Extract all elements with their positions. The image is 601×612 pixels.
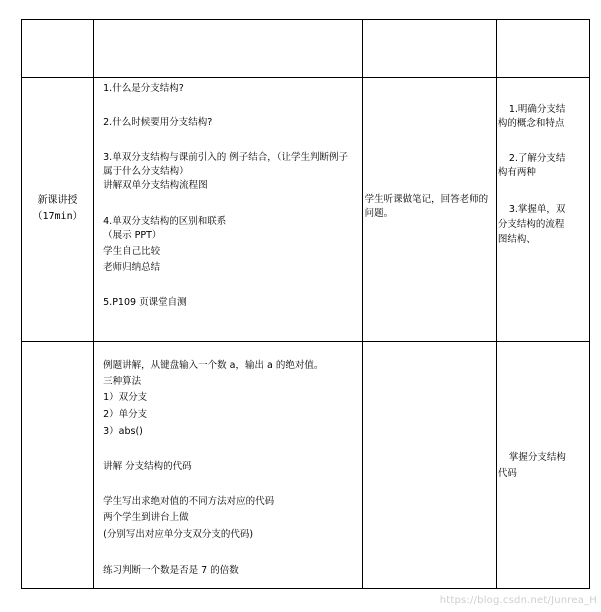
watermark: https://blog.csdn.net/Junrea_H xyxy=(439,595,597,606)
example-line-2: 三种算法 xyxy=(103,376,142,387)
example-line-1: 例题讲解，从键盘输入一个数 a，输出 a 的绝对值。 xyxy=(103,360,324,371)
empty-cell xyxy=(362,20,496,78)
teaching-goal-cell xyxy=(496,78,589,342)
goal-3-line-2: 分支结构的流程 xyxy=(497,219,565,230)
example-line-8: 两个学生到讲台上做 xyxy=(103,512,189,523)
table-row xyxy=(22,342,590,589)
question-2: 2.什么时候要用分支结构? xyxy=(103,117,213,128)
student-activity-line-1: 学生听课做笔记，回答老师的 xyxy=(364,194,489,205)
point-4-line-1: 4.单双分支结构的区别和联系 xyxy=(103,216,227,227)
empty-cell xyxy=(22,20,94,78)
example-line-10: 练习判断一个数是否是 7 的倍数 xyxy=(103,565,239,576)
goal-3-line-3: 图结构、 xyxy=(497,234,536,245)
lesson-plan-table xyxy=(21,19,590,589)
question-1: 1.什么是分支结构? xyxy=(103,83,184,94)
point-4-line-3: 学生自己比较 xyxy=(103,246,161,257)
example-line-7: 学生写出求绝对值的不同方法对应的代码 xyxy=(103,496,275,507)
stage-name: 新课讲授 xyxy=(37,195,78,206)
table-row xyxy=(22,78,590,342)
example-goal-line-1: 掌握分支结构 xyxy=(508,452,566,463)
goal-2-line-1: 2.了解分支结 xyxy=(508,153,566,164)
goal-1-line-1: 1.明确分支结 xyxy=(508,104,566,115)
student-activity-cell xyxy=(362,78,496,342)
empty-cell xyxy=(362,342,496,589)
example-line-4: 2）单分支 xyxy=(103,409,148,420)
empty-cell xyxy=(22,342,94,589)
example-goal-line-2: 代码 xyxy=(497,468,517,479)
lesson-stage-label xyxy=(22,193,93,225)
stage-duration: （17min） xyxy=(32,211,83,222)
empty-cell xyxy=(496,20,589,78)
student-activity-line-2: 问题。 xyxy=(364,208,394,219)
example-line-5: 3）abs() xyxy=(103,426,143,437)
point-3-line-1: 3.单双分支结构与课前引入的 例子结合，（让学生判断例子 xyxy=(103,152,348,163)
example-line-9: (分别写出对应单分支双分支的代码) xyxy=(103,529,254,540)
example-content-cell xyxy=(94,342,362,589)
empty-cell xyxy=(94,20,362,78)
point-3-line-2: 属于什么分支结构） xyxy=(103,166,189,177)
example-goal-cell xyxy=(496,342,589,589)
example-line-3: 1）双分支 xyxy=(103,392,148,403)
point-5: 5.P109 页课堂自测 xyxy=(103,297,187,308)
teaching-content-cell xyxy=(94,78,362,342)
goal-1-line-2: 构的概念和特点 xyxy=(497,118,565,129)
point-3-line-3: 讲解双单分支结构流程图 xyxy=(103,180,208,191)
table-row xyxy=(22,20,590,78)
example-line-6: 讲解 分支结构的代码 xyxy=(103,461,192,472)
goal-2-line-2: 构有两种 xyxy=(497,167,536,178)
point-4-line-2: （展示 PPT） xyxy=(103,230,162,241)
point-4-line-4: 老师归纳总结 xyxy=(103,262,161,273)
lesson-stage-cell xyxy=(22,78,94,342)
goal-3-line-1: 3.掌握单，双 xyxy=(508,204,566,215)
